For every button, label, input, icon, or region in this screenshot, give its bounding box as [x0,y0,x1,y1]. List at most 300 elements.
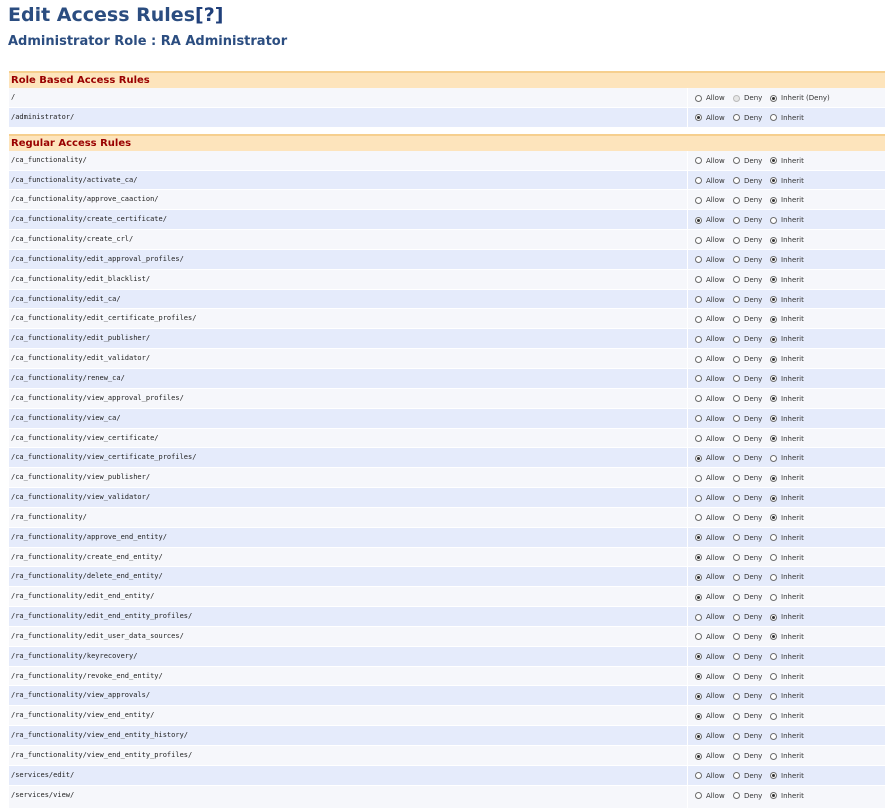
allow-label: Allow [706,771,725,780]
allow-label: Allow [706,394,725,403]
inherit-label: Inherit [781,216,804,225]
inherit-radio[interactable] [770,753,777,760]
inherit-radio[interactable] [770,574,777,581]
deny-option[interactable] [733,255,762,265]
deny-radio[interactable] [733,276,740,283]
inherit-label: Inherit [781,434,804,443]
deny-option[interactable] [733,394,762,404]
rule-row [9,686,885,706]
inherit-radio[interactable] [770,197,777,204]
inherit-option[interactable] [770,354,804,364]
allow-label: Allow [706,236,725,245]
rule-options [687,329,885,348]
inherit-radio[interactable] [770,733,777,740]
inherit-radio[interactable] [770,713,777,720]
inherit-option[interactable] [770,691,804,701]
deny-radio[interactable] [733,514,740,521]
deny-option[interactable] [733,113,762,123]
deny-radio[interactable] [733,217,740,224]
deny-radio[interactable] [733,534,740,541]
deny-option[interactable] [733,771,762,781]
deny-option[interactable] [733,295,762,305]
rule-path: /ra_functionality/view_end_entity_profiles/ [11,751,193,759]
deny-option[interactable] [733,731,762,741]
rule-row [9,389,885,409]
inherit-radio[interactable] [770,177,777,184]
inherit-radio[interactable] [770,296,777,303]
deny-option[interactable] [733,572,762,582]
allow-option[interactable] [695,612,725,622]
inherit-radio[interactable] [770,673,777,680]
inherit-option[interactable] [770,215,804,225]
allow-label: Allow [706,513,725,522]
allow-label: Allow [706,94,725,102]
deny-option[interactable] [733,632,762,642]
rule-options [687,488,885,507]
allow-radio[interactable] [695,157,702,164]
inherit-radio[interactable] [770,792,777,799]
deny-option[interactable] [733,533,762,543]
rule-options [687,230,885,249]
allow-option[interactable] [695,731,725,741]
allow-radio[interactable] [695,673,702,680]
allow-option[interactable] [695,113,725,123]
allow-option[interactable] [695,572,725,582]
deny-option[interactable] [733,374,762,384]
deny-radio[interactable] [733,435,740,442]
inherit-option[interactable] [770,612,804,622]
allow-radio[interactable] [695,375,702,382]
deny-option[interactable] [733,176,762,186]
deny-radio[interactable] [733,673,740,680]
allow-radio[interactable] [695,256,702,263]
rule-row [9,108,885,128]
rule-options [687,508,885,527]
rule-options [687,686,885,705]
rule-options [687,706,885,725]
rule-path: /ra_functionality/keyrecovery/ [11,651,138,660]
deny-radio[interactable] [733,356,740,363]
inherit-radio[interactable] [770,514,777,521]
deny-radio[interactable] [733,733,740,740]
rule-row [9,567,885,587]
deny-radio[interactable] [733,653,740,660]
rule-path: /ca_functionality/view_certificate/ [11,433,159,442]
deny-option[interactable] [733,553,762,563]
deny-radio[interactable] [733,114,740,121]
allow-option[interactable] [695,394,725,404]
deny-label: Deny [744,315,763,324]
deny-option[interactable] [733,414,762,424]
inherit-option[interactable] [770,493,804,503]
inherit-option[interactable] [770,632,804,642]
deny-option[interactable] [733,751,762,761]
deny-radio[interactable] [733,753,740,760]
inherit-option[interactable] [770,156,804,166]
inherit-radio[interactable] [770,495,777,502]
rule-path: /ra_functionality/ [11,512,87,521]
rule-options [687,409,885,428]
inherit-radio[interactable] [770,356,777,363]
allow-radio[interactable] [695,733,702,740]
rule-row [9,746,885,766]
inherit-label: Inherit [781,315,804,324]
deny-radio[interactable] [733,197,740,204]
inherit-label: Inherit [781,394,804,403]
allow-label: Allow [706,732,725,741]
inherit-option[interactable] [770,473,804,483]
deny-radio[interactable] [733,772,740,779]
deny-option[interactable] [733,215,762,225]
allow-option[interactable] [695,235,725,245]
allow-radio[interactable] [695,514,702,521]
inherit-option[interactable] [770,672,804,682]
rule-path: /administrator/ [11,112,75,121]
allow-option[interactable] [695,711,725,721]
deny-label: Deny [744,295,763,304]
deny-label: Deny [744,752,763,760]
inherit-option[interactable] [770,652,804,662]
allow-option[interactable] [695,93,725,103]
allow-radio[interactable] [695,753,702,760]
rule-options [687,468,885,487]
inherit-option[interactable] [770,255,804,265]
allow-radio[interactable] [695,415,702,422]
deny-radio[interactable] [733,574,740,581]
inherit-radio[interactable] [770,455,777,462]
allow-radio[interactable] [695,475,702,482]
allow-radio[interactable] [695,614,702,621]
deny-option[interactable] [733,612,762,622]
inherit-radio[interactable] [770,217,777,224]
rule-options [687,667,885,686]
deny-radio[interactable] [733,713,740,720]
deny-label: Deny [744,652,763,661]
deny-option[interactable] [733,473,762,483]
inherit-option[interactable] [770,553,804,563]
allow-radio[interactable] [695,455,702,462]
allow-label: Allow [706,672,725,681]
inherit-radio[interactable] [770,375,777,382]
allow-radio[interactable] [695,554,702,561]
inherit-option[interactable] [770,414,804,424]
rule-path: /ca_functionality/approve_caaction/ [11,195,159,204]
allow-label: Allow [706,454,725,463]
deny-option[interactable] [733,513,762,523]
inherit-option[interactable] [770,314,804,324]
allow-radio[interactable] [695,237,702,244]
deny-option[interactable] [733,652,762,662]
deny-radio[interactable] [733,316,740,323]
deny-option[interactable] [733,453,762,463]
allow-option[interactable] [695,334,725,344]
inherit-option[interactable] [770,334,804,344]
inherit-option[interactable] [770,791,804,801]
inherit-option[interactable] [770,434,804,444]
inherit-option[interactable] [770,771,804,781]
deny-radio[interactable] [733,614,740,621]
inherit-radio[interactable] [770,114,777,121]
allow-radio[interactable] [695,534,702,541]
help-link[interactable]: [?] [195,4,224,26]
allow-option[interactable] [695,215,725,225]
inherit-label: Inherit [781,791,804,800]
rule-row [9,329,885,349]
allow-radio[interactable] [695,772,702,779]
allow-radio[interactable] [695,114,702,121]
deny-label: Deny [744,632,763,641]
allow-radio[interactable] [695,693,702,700]
inherit-radio[interactable] [770,336,777,343]
inherit-radio[interactable] [770,554,777,561]
deny-label: Deny [744,236,763,245]
deny-option[interactable] [733,791,762,801]
deny-option[interactable] [733,156,762,166]
rule-path: /ca_functionality/renew_ca/ [11,373,125,382]
allow-radio[interactable] [695,633,702,640]
deny-option[interactable] [733,434,762,444]
inherit-label: Inherit [781,236,804,245]
deny-radio[interactable] [733,177,740,184]
allow-label: Allow [706,176,725,185]
allow-option[interactable] [695,652,725,662]
inherit-label: Inherit [781,712,804,721]
inherit-option[interactable] [770,113,804,123]
inherit-option[interactable] [770,93,830,103]
deny-radio[interactable] [733,693,740,700]
inherit-option[interactable] [770,275,804,285]
allow-option[interactable] [695,255,725,265]
allow-label: Allow [706,474,725,483]
allow-radio[interactable] [695,177,702,184]
deny-label: Deny [744,414,763,423]
allow-option[interactable] [695,553,725,563]
inherit-option[interactable] [770,235,804,245]
allow-label: Allow [706,573,725,582]
inherit-radio[interactable] [770,594,777,601]
page-title [8,4,223,26]
inherit-radio[interactable] [770,534,777,541]
rule-options [687,349,885,368]
inherit-radio[interactable] [770,475,777,482]
allow-radio[interactable] [695,574,702,581]
deny-radio[interactable] [733,495,740,502]
rule-row [9,607,885,627]
allow-radio[interactable] [695,653,702,660]
inherit-option[interactable] [770,374,804,384]
rule-row [9,587,885,607]
allow-option[interactable] [695,771,725,781]
inherit-option[interactable] [770,295,804,305]
deny-radio[interactable] [733,455,740,462]
inherit-radio[interactable] [770,237,777,244]
inherit-label: Inherit [781,513,804,522]
deny-radio[interactable] [733,415,740,422]
inherit-option[interactable] [770,453,804,463]
inherit-option[interactable] [770,176,804,186]
deny-radio[interactable] [733,475,740,482]
allow-radio[interactable] [695,197,702,204]
deny-option[interactable] [733,711,762,721]
rule-path: /ra_functionality/view_approvals/ [11,691,151,700]
inherit-radio[interactable] [770,95,777,102]
allow-radio[interactable] [695,296,702,303]
allow-option[interactable] [695,414,725,424]
rule-path: /ra_functionality/revoke_end_entity/ [11,671,163,680]
deny-radio[interactable] [733,157,740,164]
inherit-radio[interactable] [770,316,777,323]
inherit-radio[interactable] [770,633,777,640]
allow-option[interactable] [695,751,725,761]
inherit-label: Inherit [781,474,804,483]
rule-options [687,389,885,408]
deny-option[interactable] [733,275,762,285]
allow-radio[interactable] [695,792,702,799]
allow-radio[interactable] [695,316,702,323]
inherit-option[interactable] [770,195,804,205]
allow-label: Allow [706,712,725,721]
rule-path: / [11,93,16,101]
rule-row [9,409,885,429]
allow-radio[interactable] [695,276,702,283]
deny-radio[interactable] [733,296,740,303]
allow-option[interactable] [695,791,725,801]
allow-label: Allow [706,414,725,423]
rule-row [9,250,885,270]
inherit-option[interactable] [770,711,804,721]
deny-radio[interactable] [733,237,740,244]
allow-option[interactable] [695,632,725,642]
deny-radio[interactable] [733,395,740,402]
allow-option[interactable] [695,473,725,483]
allow-radio[interactable] [695,395,702,402]
allow-option[interactable] [695,195,725,205]
inherit-option[interactable] [770,394,804,404]
rule-options [687,587,885,606]
inherit-label: Inherit [781,672,804,681]
inherit-label: Inherit [781,692,804,701]
allow-radio[interactable] [695,217,702,224]
deny-option[interactable] [733,235,762,245]
page-title-text: Edit Access Rules [8,4,196,26]
rule-row [9,210,885,230]
inherit-option[interactable] [770,533,804,543]
allow-option[interactable] [695,374,725,384]
allow-option[interactable] [695,156,725,166]
allow-radio[interactable] [695,435,702,442]
deny-radio[interactable] [733,336,740,343]
deny-radio[interactable] [733,633,740,640]
inherit-option[interactable] [770,572,804,582]
allow-option[interactable] [695,513,725,523]
deny-radio[interactable] [733,375,740,382]
inherit-option[interactable] [770,513,804,523]
inherit-radio[interactable] [770,435,777,442]
rule-options [687,108,885,127]
deny-radio[interactable] [733,554,740,561]
rule-path: /ca_functionality/activate_ca/ [11,175,138,184]
deny-option[interactable] [733,672,762,682]
inherit-label: Inherit [781,414,804,423]
inherit-label: Inherit (Deny) [781,94,830,102]
deny-option[interactable] [733,354,762,364]
inherit-option[interactable] [770,592,804,602]
allow-option[interactable] [695,533,725,543]
deny-option[interactable] [733,493,762,503]
inherit-label: Inherit [781,613,804,622]
rule-path: /ra_functionality/view_end_entity_history/ [11,731,189,740]
inherit-radio[interactable] [770,415,777,422]
rule-options [687,607,885,626]
allow-radio[interactable] [695,356,702,363]
inherit-radio[interactable] [770,693,777,700]
rule-row [9,309,885,329]
allow-option[interactable] [695,434,725,444]
rule-options [687,429,885,448]
allow-option[interactable] [695,176,725,186]
allow-option[interactable] [695,354,725,364]
deny-option[interactable] [733,334,762,344]
rule-row [9,766,885,786]
rule-row [9,548,885,568]
allow-option[interactable] [695,493,725,503]
allow-option[interactable] [695,691,725,701]
allow-option[interactable] [695,295,725,305]
inherit-radio[interactable] [770,276,777,283]
inherit-radio[interactable] [770,395,777,402]
inherit-radio[interactable] [770,256,777,263]
deny-option[interactable] [733,195,762,205]
inherit-label: Inherit [781,295,804,304]
inherit-label: Inherit [781,752,804,760]
rule-options [687,190,885,209]
deny-radio[interactable] [733,792,740,799]
deny-radio[interactable] [733,256,740,263]
deny-label: Deny [744,275,763,284]
allow-radio[interactable] [695,594,702,601]
deny-option[interactable] [733,314,762,324]
rule-path: /ra_functionality/edit_end_entity/ [11,592,155,601]
deny-option[interactable] [733,592,762,602]
allow-option[interactable] [695,275,725,285]
allow-radio[interactable] [695,336,702,343]
allow-radio[interactable] [695,495,702,502]
inherit-label: Inherit [781,113,804,122]
allow-option[interactable] [695,453,725,463]
allow-option[interactable] [695,314,725,324]
allow-radio[interactable] [695,713,702,720]
inherit-option[interactable] [770,731,804,741]
deny-radio[interactable] [733,594,740,601]
inherit-radio[interactable] [770,772,777,779]
allow-option[interactable] [695,592,725,602]
deny-option[interactable] [733,691,762,701]
allow-option[interactable] [695,672,725,682]
inherit-radio[interactable] [770,157,777,164]
inherit-option[interactable] [770,751,804,761]
rule-options [687,726,885,745]
deny-radio [733,95,740,102]
rule-options [687,746,885,765]
inherit-radio[interactable] [770,614,777,621]
deny-label: Deny [744,335,763,344]
rule-row [9,508,885,528]
allow-radio[interactable] [695,95,702,102]
inherit-label: Inherit [781,573,804,582]
deny-label: Deny [744,94,763,102]
inherit-radio[interactable] [770,653,777,660]
rule-path: /ca_functionality/create_crl/ [11,235,134,244]
